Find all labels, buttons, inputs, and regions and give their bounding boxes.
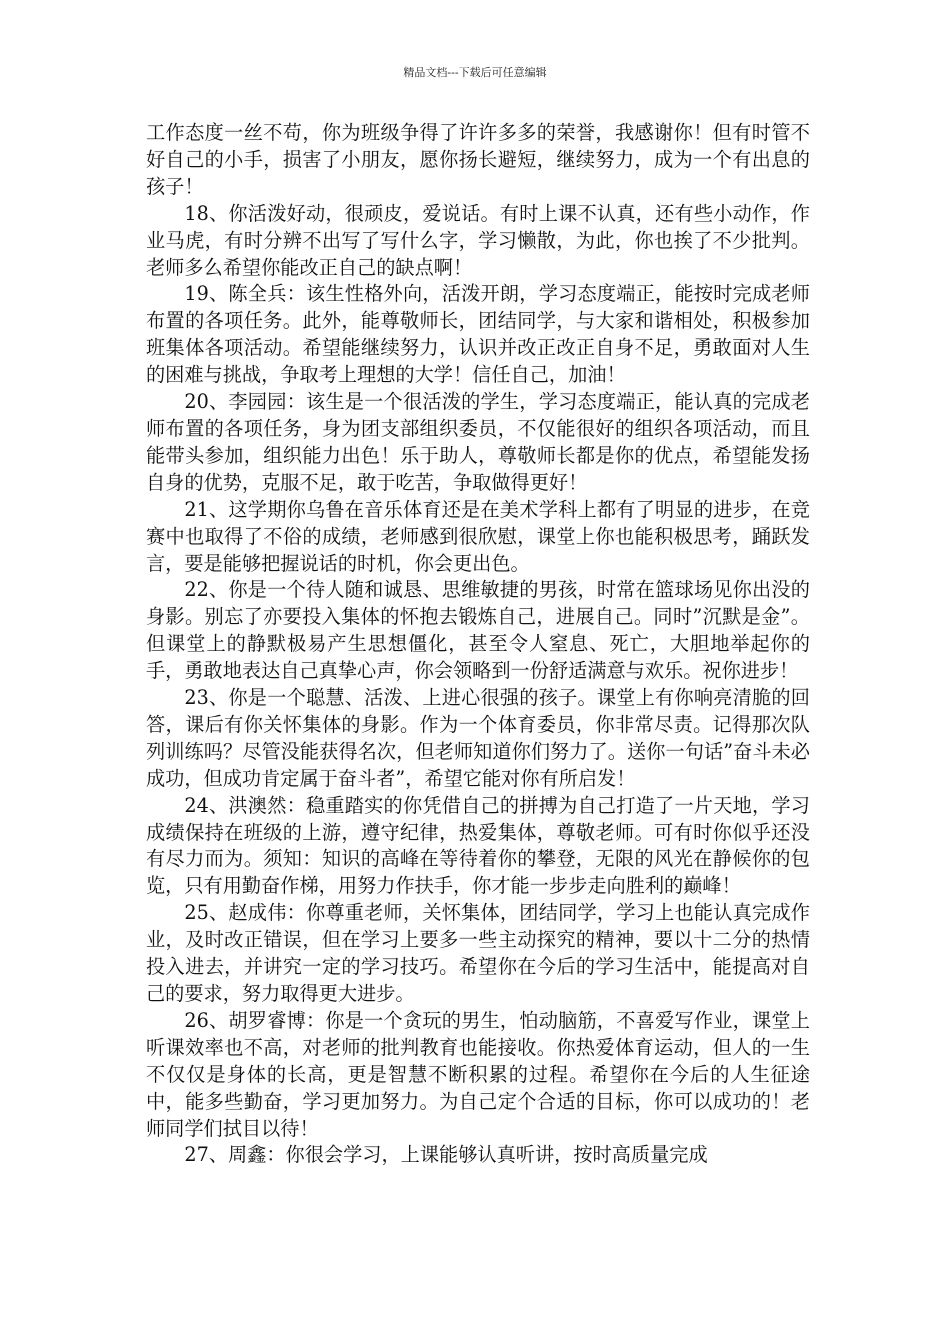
paragraph-comment-19: 19、陈全兵：该生性格外向，活泼开朗，学习态度端正，能按时完成老师布置的各项任务。此外，能尊敬师长，团结同学，与大家和谐相处，积极参加班集体各项活动。希望能继续努力，认识并改正改正自身不足，勇敢面对人生的困难与挑战，争取考上理想的大学！信任自己，加油！ (146, 282, 810, 387)
paragraph-continuation: 工作态度一丝不苟，你为班级争得了许许多多的荣誉，我感谢你！但有时管不好自己的小手，损害了小朋友，愿你扬长避短，继续努力，成为一个有出息的孩子！ (146, 121, 810, 198)
paragraph-comment-26: 26、胡罗睿博：你是一个贪玩的男生，怕动脑筋，不喜爱写作业，课堂上听课效率也不高，对老师的批判教育也能接收。你热爱体育运动，但人的一生不仅仅是身体的长高，更是智慧不断积累的过程。希望你在今后的人生征途中，能多些勤奋，学习更加努力。为自己定个合适的目标，你可以成功的！老师同学们拭目以待！ (146, 1008, 810, 1140)
paragraph-comment-27: 27、周鑫：你很会学习，上课能够认真听讲，按时高质量完成 (184, 1143, 708, 1167)
paragraph-comment-20: 20、李园园：该生是一个很活泼的学生，学习态度端正，能认真的完成老师布置的各项任务，身为团支部组织委员，不仅能很好的组织各项活动，而且能带头参加，组织能力出色！乐于助人，尊敬师长都是你的优点，希望能发扬自身的优势，克服不足，敢于吃苦，争取做得更好！ (146, 390, 810, 494)
paragraph-comment-25: 25、赵成伟：你尊重老师，关怀集体，团结同学，学习上也能认真完成作业，及时改正错误，但在学习上要多一些主动探究的精神，要以十二分的热情投入进去，并讲究一定的学习技巧。希望你在今后的学习生活中，能提高对自己的要求，努力取得更大进步。 (146, 901, 810, 1005)
paragraph-comment-24: 24、洪澳然：稳重踏实的你凭借自己的拼搏为自己打造了一片天地，学习成绩保持在班级的上游，遵守纪律，热爱集体，尊敬老师。可有时你似乎还没有尽力而为。须知：知识的高峰在等待着你的攀登，无限的风光在静候你的包览，只有用勤奋作梯，用努力作扶手，你才能一步步走向胜利的巅峰！ (146, 793, 810, 898)
document-body (146, 120, 810, 1169)
paragraph-comment-18: 18、你活泼好动，很顽皮，爱说话。有时上课不认真，还有些小动作，作业马虎，有时分辨不出写了写什么字，学习懒散，为此，你也挨了不少批判。老师多么希望你能改正自己的缺点啊！ (146, 201, 810, 279)
paragraph-comment-23: 23、你是一个聪慧、活泼、上进心很强的孩子。课堂上有你响亮清脆的回答，课后有你关怀集体的身影。作为一个体育委员，你非常尽责。记得那次队列训练吗？尽管没能获得名次，但老师知道你们努力了。送你一句话”奋斗未必成功，但成功肯定属于奋斗者”，希望它能对你有所启发！ (146, 686, 810, 790)
paragraph-comment-22: 22、你是一个待人随和诚恳、思维敏捷的男孩，时常在篮球场见你出没的身影。别忘了亦要投入集体的怀抱去锻炼自己，进展自己。同时”沉默是金”。但课堂上的静默极易产生思想僵化，甚至令人窒息、死亡，大胆地举起你的手，勇敢地表达自己真挚心声，你会领略到一份舒适满意与欢乐。祝你进步！ (146, 578, 810, 683)
page-header: 精品文档---下载后可任意编辑 (403, 66, 547, 79)
paragraph-comment-21: 21、这学期你乌鲁在音乐体育还是在美术学科上都有了明显的进步，在竞赛中也取得了不俗的成绩，老师感到很欣慰，课堂上你也能积极思考，踊跃发言，要是能够把握说话的时机，你会更出色。 (146, 497, 810, 575)
